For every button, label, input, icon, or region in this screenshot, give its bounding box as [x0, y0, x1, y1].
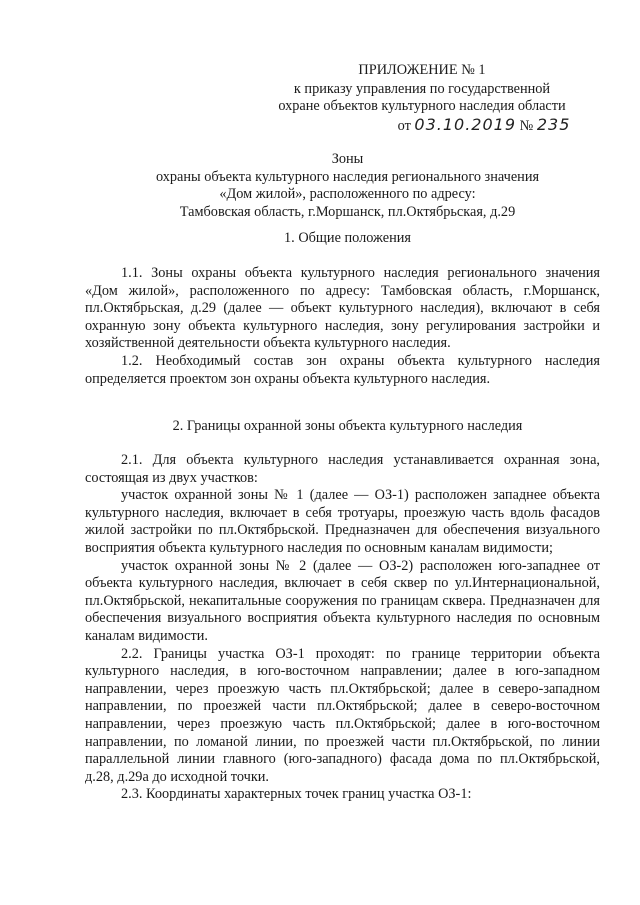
appendix-line-1: к приказу управления по государственной	[293, 80, 551, 97]
paragraph-2-2: 2.2. Границы участка ОЗ-1 проходят: по границе территории объекта культурного наследия, в юго-восточном направлении; далее в юго-западном направлении, через проезжую часть пл.Октябрьской; далее в северо-западном направлении, по проезжей части пл.Октябрьской; далее в северо-восточном направлении, через проезжую часть пл.Октябрьской; далее в юго-восточном направлении, по ломаной линии, по проезжей части пл.Октябрьской, по линии параллельной линии главного (юго-западного) фасада дома по пл.Октябрьской, д.28, д.29а до исходной точки.	[85, 645, 600, 785]
handwritten-date: 03.10.2019	[414, 114, 517, 134]
appendix-date-line	[304, 116, 640, 136]
section-2-body	[85, 452, 600, 804]
paragraph-zone-2: участок охранной зоны № 2 (далее — ОЗ-2) расположен юго-западнее от объекта культурного наследия, включает в себя сквер по ул.Интернациональной, пл.Октябрьской, некапитальные сооружения по границам сквера. Предназначен для обеспечения визуального восприятия объекта культурного наследия по основным каналам видимости.	[85, 557, 600, 644]
paragraph-zone-1: участок охранной зоны № 1 (далее — ОЗ-1) расположен западнее объекта культурного наследия, включает в себя тротуары, проезжую часть вдоль фасадов жилой застройки по пл.Октябрьской. Предназначен для обеспечения визуального восприятия объекта культурного наследия по основным каналам видимости;	[85, 487, 600, 556]
section-1-title: 1. Общие положения	[284, 230, 411, 246]
paragraph-1-1: 1.1. Зоны охраны объекта культурного наследия регионального значения «Дом жилой», расположенного по адресу: Тамбовская область, г.Моршанск, пл.Октябрьская, д.29 (далее — объект культурного наследия), включают в себя охранную зону объекта культурного наследия, зону регулирования застройки и хозяйственной деятельности объекта культурного наследия.	[85, 265, 600, 352]
heading-line-2: охраны объекта культурного наследия регионального значения	[155, 168, 540, 185]
paragraph-2-3: 2.3. Координаты характерных точек границ участка ОЗ-1:	[121, 786, 472, 803]
paragraph-1-2: 1.2. Необходимый состав зон охраны объекта культурного наследия определяется проектом зон охраны объекта культурного наследия.	[85, 352, 600, 387]
heading-line-3: «Дом жилой», расположенного по адресу:	[219, 186, 476, 203]
heading-line-4: Тамбовская область, г.Моршанск, пл.Октябрьская, д.29	[179, 203, 516, 220]
heading-line-1: Зоны	[331, 151, 364, 167]
date-prefix: от	[397, 117, 411, 134]
document-heading	[85, 151, 610, 221]
handwritten-number: 235	[536, 114, 571, 134]
appendix-line-2: охране объектов культурного наследия области	[278, 98, 566, 115]
appendix-block	[242, 62, 602, 135]
section-1-body	[85, 265, 600, 388]
section-2-title: 2. Границы охранной зоны объекта культурного наследия	[172, 418, 523, 434]
number-sign: №	[519, 117, 534, 134]
paragraph-2-1: 2.1. Для объекта культурного наследия устанавливается охранная зона, состоящая из двух участков:	[85, 452, 600, 486]
appendix-title: ПРИЛОЖЕНИЕ № 1	[358, 62, 486, 78]
